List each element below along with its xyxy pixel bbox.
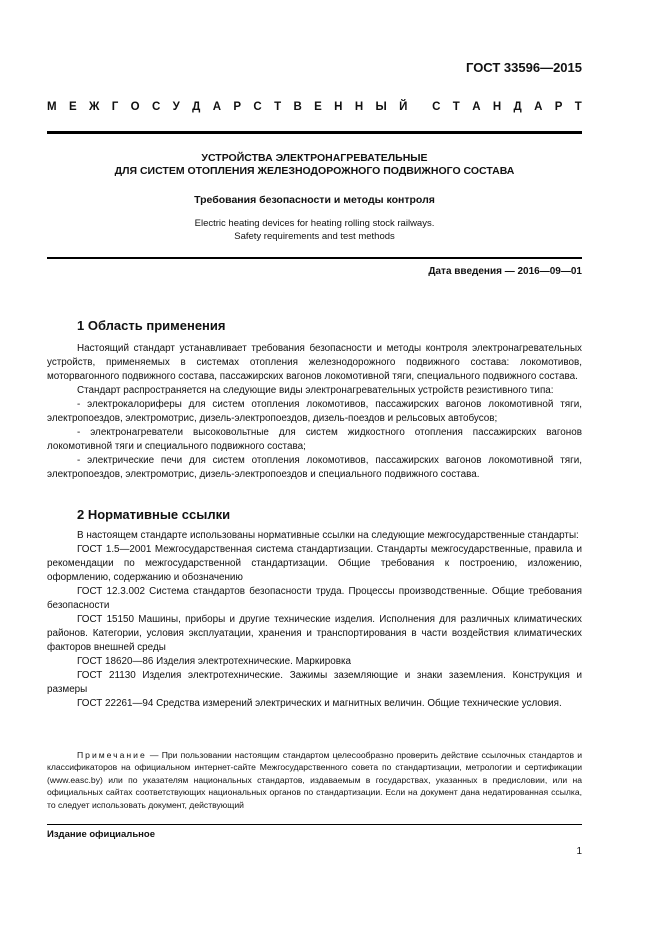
reference-item: ГОСТ 15150 Машины, приборы и другие технические изделия. Исполнения для различных климатических районов. Категории, условия эксплуатации, хранения и транспортирования в части воздействия климатических факторов внешней среды	[47, 614, 582, 653]
spaced-letter: Н	[492, 101, 502, 113]
spaced-letter: Г	[111, 101, 119, 113]
note	[47, 749, 582, 811]
spaced-letter: Е	[314, 101, 322, 113]
spaced-letter: В	[293, 101, 302, 113]
spaced-letter: Й	[399, 101, 408, 113]
section-2-heading: 2 Нормативные ссылки	[77, 507, 231, 522]
spaced-letter: Ы	[375, 101, 387, 113]
english-line-2: Safety requirements and test methods	[234, 231, 395, 242]
section-1-heading: 1 Область применения	[77, 318, 226, 333]
section-2-body	[47, 529, 582, 711]
reference-item: ГОСТ 12.3.002 Система стандартов безопасности труда. Процессы производственные. Общие требования безопасности	[47, 586, 582, 611]
list-item: - электронагреватели высоковольтные для систем жидкостного отопления пассажирских вагонов локомотивной тяги и специального подвижного состава;	[47, 427, 582, 452]
edition-label: Издание официальное	[47, 829, 155, 840]
english-line-1: Electric heating devices for heating rolling stock railways.	[194, 218, 435, 229]
spaced-letter: Н	[334, 101, 343, 113]
spaced-letter: Д	[192, 101, 201, 113]
spaced-letter: Т	[574, 101, 582, 113]
english-title	[47, 217, 582, 243]
section-1-body	[47, 342, 582, 482]
spaced-letter: А	[534, 101, 543, 113]
spaced-letter: Н	[354, 101, 364, 113]
reference-item: ГОСТ 21130 Изделия электротехнические. Зажимы заземляющие и знаки заземления. Конструкция и размеры	[47, 670, 582, 695]
spaced-letter: А	[472, 101, 481, 113]
title-line-2: ДЛЯ СИСТЕМ ОТОПЛЕНИЯ ЖЕЛЕЗНОДОРОЖНОГО ПОДВИЖНОГО СОСТАВА	[114, 165, 515, 177]
spaced-letter: С	[151, 101, 161, 113]
reference-item: ГОСТ 22261—94 Средства измерений электрических и магнитных величин. Общие технические условия.	[77, 698, 562, 709]
spaced-letter: Д	[513, 101, 522, 113]
paragraph: Настоящий стандарт устанавливает требования безопасности и методы контроля электронагревательных устройств, применяемых в системах отопления железнодорожного подвижного состава: локомотивов, моторвагонного подвижного состава, пассажирских вагонов локомотивной тяги, специального подвижного состава.	[47, 343, 582, 382]
spaced-letter: А	[212, 101, 222, 113]
title-divider	[47, 257, 582, 259]
list-item: - электрические печи для систем отопления локомотивов, пассажирских вагонов локомотивной тяги, электропоездов, электромотрис, дизель-электропоездов и специального подвижного состава.	[47, 455, 582, 480]
note-text: — При пользовании настоящим стандартом целесообразно проверить действие ссылочных стандартов и классификаторов на официальном интернет-сайте Межгосударственного совета по стандартизации, метрологии и сертификации (www.easc.by) или по указателям национальных стандартов, издаваемым в государствах, указанных в предисловии, или на официальных сайтах соответствующих национальных органов по стандартизации. Если на документ дана недатированная ссылка, то следует использовать документ, действующий	[47, 750, 582, 810]
spaced-letter: М	[47, 101, 57, 113]
spaced-letter: У	[172, 101, 180, 113]
spaced-letter: Т	[274, 101, 282, 113]
page-number: 1	[576, 846, 582, 857]
spaced-letter: Ж	[88, 101, 100, 113]
document-title	[47, 152, 582, 178]
header-divider-thick	[47, 131, 582, 134]
spaced-letter: С	[432, 101, 441, 113]
title-line-1: УСТРОЙСТВА ЭЛЕКТРОНАГРЕВАТЕЛЬНЫЕ	[201, 152, 428, 164]
spaced-letter: Р	[233, 101, 242, 113]
reference-item: ГОСТ 18620—86 Изделия электротехнические. Маркировка	[77, 656, 352, 667]
footer-divider	[47, 824, 582, 825]
spaced-letter: О	[130, 101, 140, 113]
list-item: - электрокалориферы для систем отопления локомотивов, пассажирских вагонов локомотивной тяги, электропоездов, электромотрис, дизель-электропоездов, дизель-поездов и рельсовых автобусов;	[47, 399, 582, 424]
reference-item: ГОСТ 1.5—2001 Межгосударственная система стандартизации. Стандарты межгосударственные, правила и рекомендации по межгосударственной стандартизации. Общие требования к построению, изложению, оформлению, содержанию и обозначению	[47, 544, 582, 583]
document-subtitle: Требования безопасности и методы контроля	[194, 194, 435, 206]
spaced-letter: Е	[68, 101, 77, 113]
paragraph: Стандарт распространяется на следующие виды электронагревательных устройств резистивного типа:	[77, 385, 554, 396]
spaced-letter: Т	[452, 101, 460, 113]
introduction-date: Дата введения — 2016—09—01	[428, 266, 582, 277]
spaced-letter: Р	[554, 101, 563, 113]
paragraph: В настоящем стандарте использованы нормативные ссылки на следующие межгосударственные стандарты:	[77, 530, 579, 541]
spaced-letter: С	[253, 101, 262, 113]
note-label: Примечание	[77, 750, 147, 760]
gost-number: ГОСТ 33596—2015	[466, 60, 582, 75]
spaced-title	[47, 101, 582, 113]
